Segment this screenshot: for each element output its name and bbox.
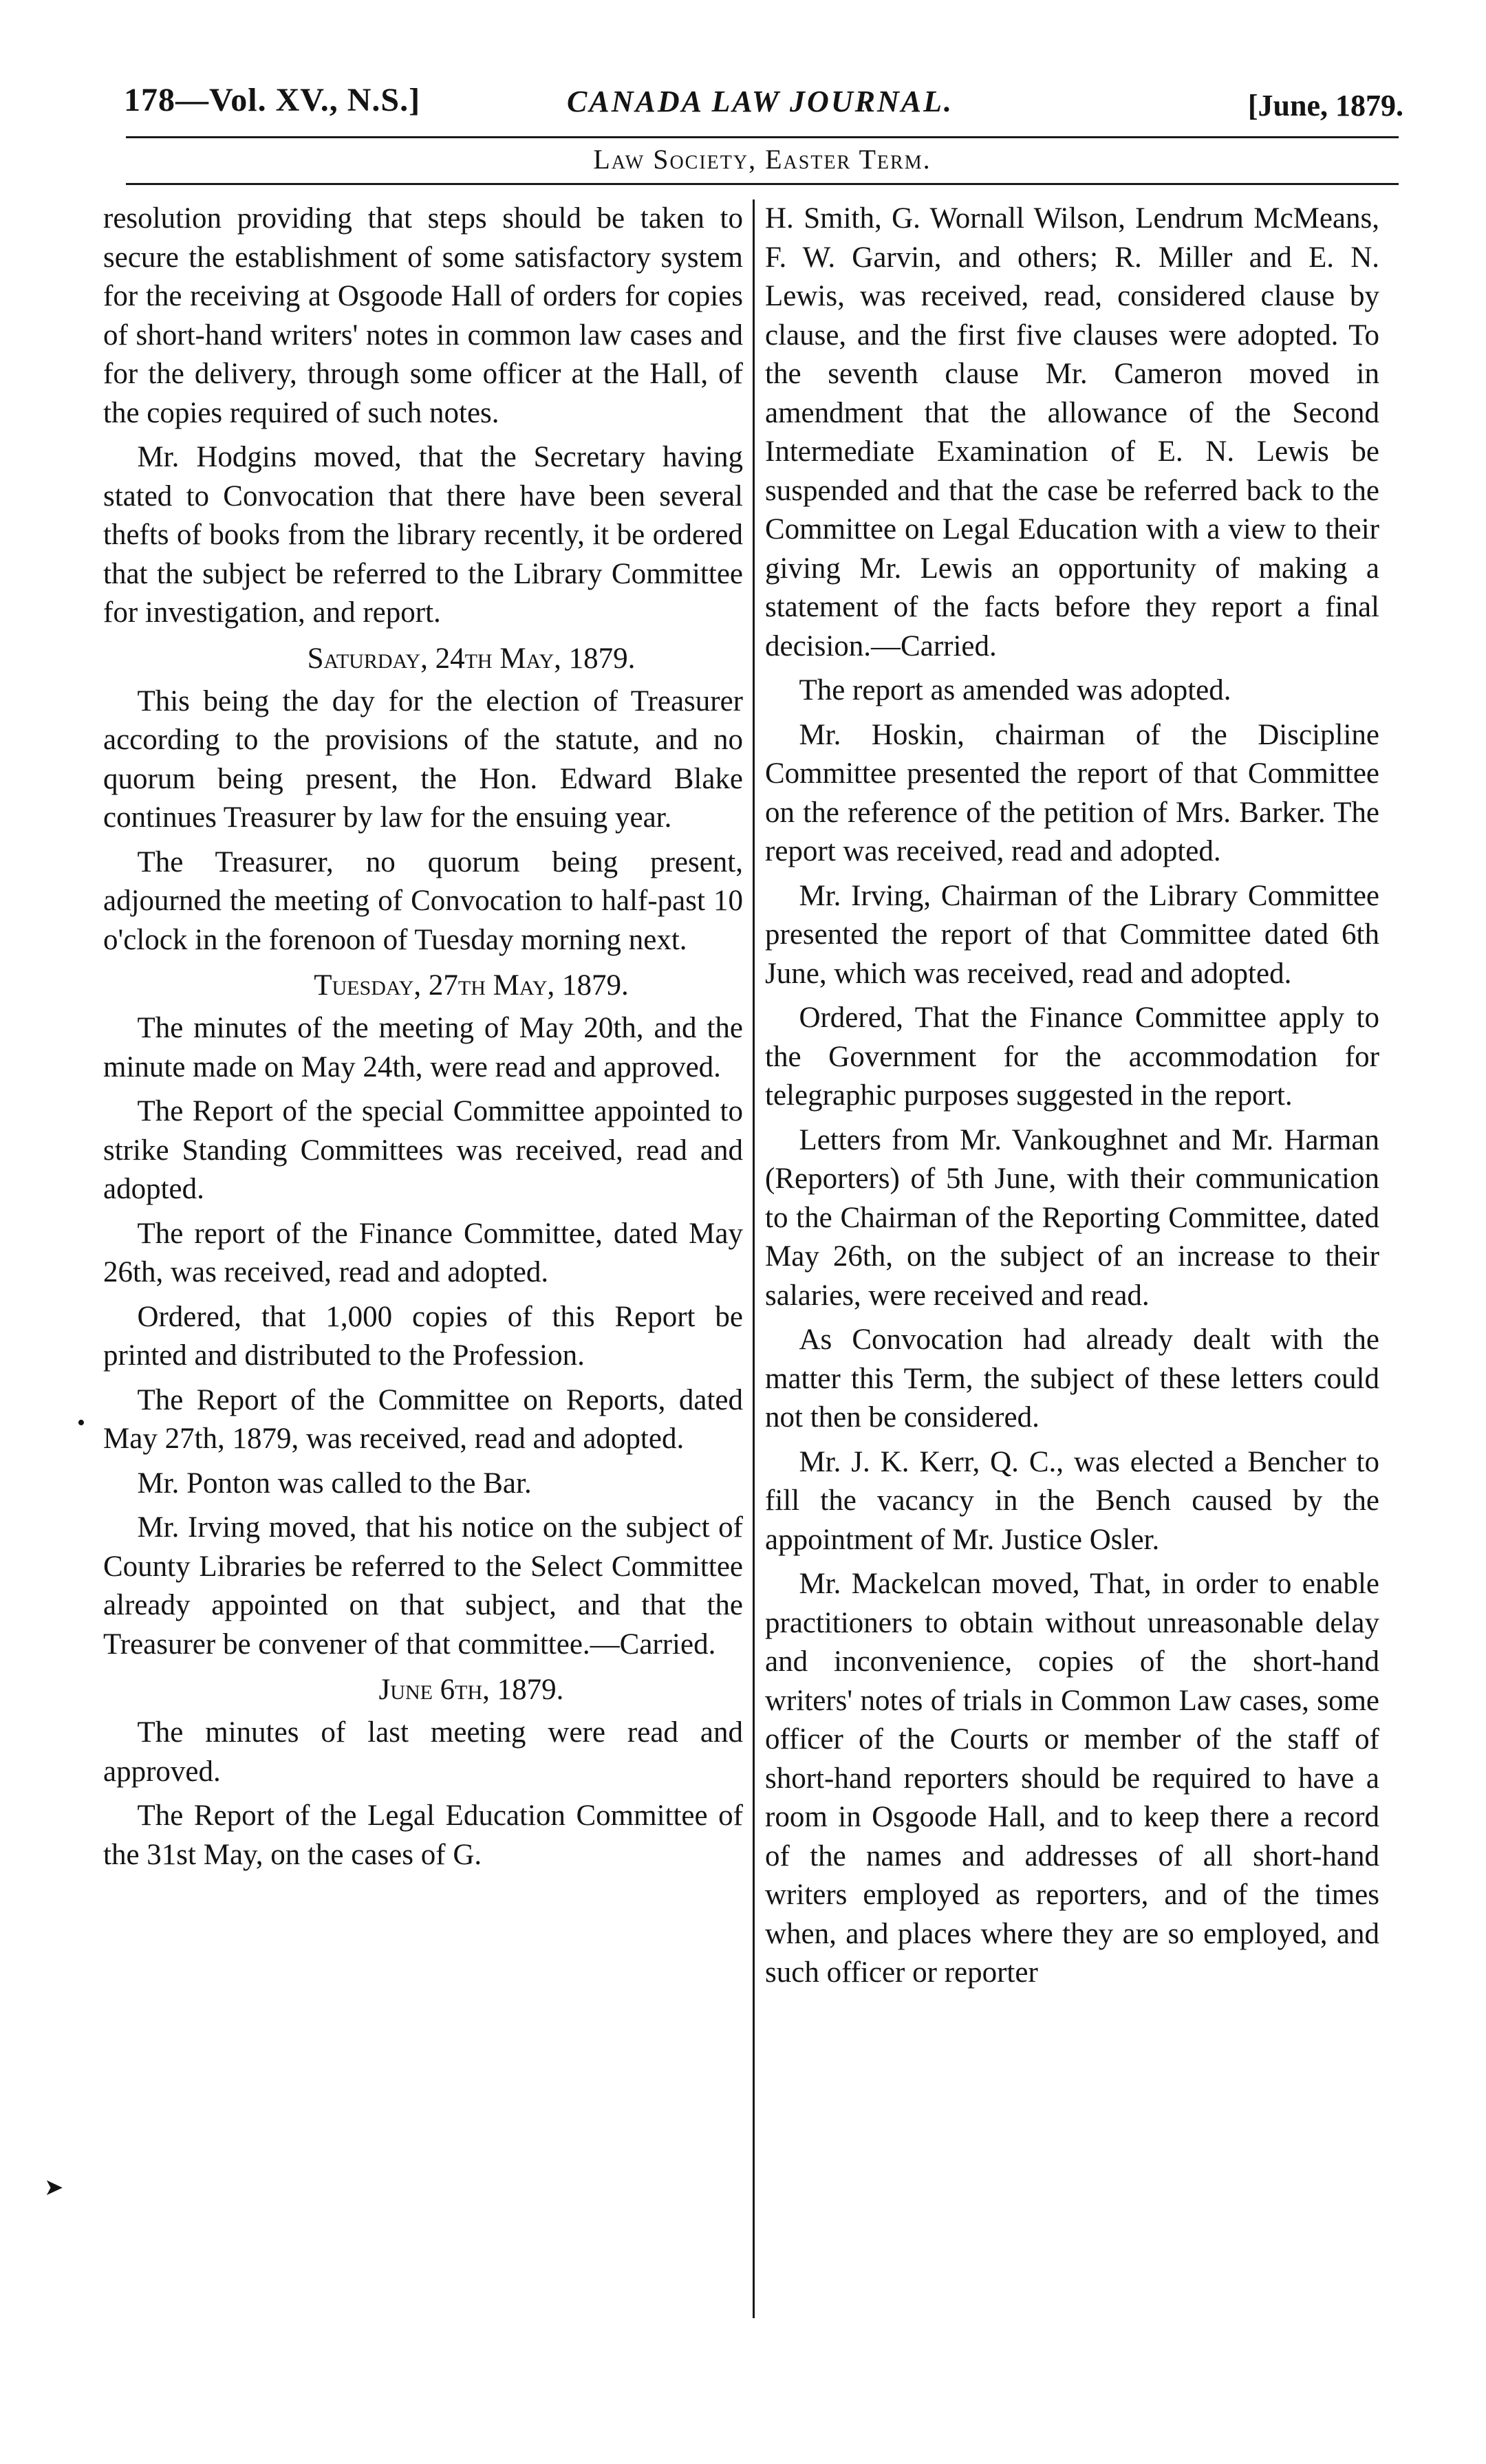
paragraph: The Report of the Legal Education Committee of the 31st May, on the cases of G. (103, 1800, 743, 1871)
running-header (117, 81, 1403, 136)
date-heading: Tuesday, 27th May, 1879. (314, 969, 629, 1002)
section-heading: Law Society, Easter Term. (593, 144, 932, 175)
paragraph: As Convocation had already dealt with the matter this Term, the subject of these letters could not then be considered. (765, 1323, 1379, 1434)
paragraph: The Report of the special Committee appointed to strike Standing Committees was received, read and adopted. (103, 1095, 743, 1205)
header-rule (126, 136, 1399, 138)
paragraph: resolution providing that steps should be taken to secure the establishment of some satisfactory system for the receiving at Osgoode Hall of orders for copies of short-hand writers' notes in common law cases and for the delivery, through some officer at the Hall, of the copies required of such notes. (103, 202, 743, 429)
paragraph: This being the day for the election of Treasurer according to the provisions of the statute, and no quorum being present, the Hon. Edward Blake continues Treasurer by law for the ensuing year. (103, 684, 743, 834)
paragraph: The minutes of the meeting of May 20th, and the minute made on May 24th, were read and approved. (103, 1012, 743, 1083)
paragraph: The Report of the Committee on Reports, dated May 27th, 1879, was received, read and adopted. (103, 1383, 743, 1455)
journal-title: CANADA LAW JOURNAL. (567, 85, 954, 118)
margin-arrow-mark: ➤ (44, 2175, 64, 2201)
paragraph: Mr. Ponton was called to the Bar. (137, 1467, 532, 1500)
column-divider (753, 199, 755, 2318)
paragraph: H. Smith, G. Wornall Wilson, Lendrum McMeans, F. W. Garvin, and others; R. Miller and E. N. Lewis, was received, read, considered clause by clause, and the first five clauses were adopted. To the seventh clause Mr. Cameron moved in amendment that the allowance of the Second Intermediate Examination of E. N. Lewis be suspended and that the case be referred back to the Committee on Legal Education with a view to their giving Mr. Lewis an opportunity of making a statement of the facts before they report a final decision.—Carried. (765, 202, 1379, 662)
paragraph: Letters from Mr. Vankoughnet and Mr. Harman (Reporters) of 5th June, with their communication to the Chairman of the Reporting Committee, dated May 26th, on the subject of an increase to their salaries, were received and read. (765, 1123, 1379, 1312)
page-volume-label: 178—Vol. XV., N.S.] (124, 82, 421, 118)
paragraph: Mr. Irving moved, that his notice on the subject of County Libraries be referred to the Select Committee already appointed on that subject, and that the Treasurer be convener of that committee.—Carried. (103, 1511, 743, 1661)
paragraph: Mr. Hodgins moved, that the Secretary having stated to Convocation that there have been several thefts of books from the library recently, it be ordered that the subject be referred to the Library Committee for investigation, and report. (103, 441, 743, 629)
paragraph: Mr. Mackelcan moved, That, in order to enable practitioners to obtain without unreasonable delay and inconvenience, copies of the short-hand writers' notes of trials in Common Law cases, some officer of the Courts or member of the staff of short-hand reporters should be required to have a room in Osgoode Hall, and to keep there a record of the names and addresses of all short-hand writers employed as reporters, and of the times when, and places where they are so employed, and such officer or reporter (765, 1568, 1379, 1989)
issue-date: [June, 1879. (1247, 89, 1403, 122)
paragraph: Mr. Hoskin, chairman of the Discipline Committee presented the report of that Committee on the reference of the petition of Mrs. Barker. The report was received, read and adopted. (765, 718, 1379, 867)
paragraph: Mr. J. K. Kerr, Q. C., was elected a Bencher to fill the vacancy in the Bench caused by the appointment of Mr. Justice Osler. (765, 1445, 1379, 1556)
right-column (765, 199, 1379, 1998)
date-heading: June 6th, 1879. (378, 1674, 564, 1706)
paragraph: Ordered, that 1,000 copies of this Report be printed and distributed to the Profession. (103, 1300, 743, 1372)
paragraph: The minutes of last meeting were read and approved. (103, 1716, 743, 1788)
paragraph: Mr. Irving, Chairman of the Library Committee presented the report of that Committee dated 6th June, which was received, read and adopted. (765, 879, 1379, 990)
paragraph: The Treasurer, no quorum being present, adjourned the meeting of Convocation to half-past 10 o'clock in the forenoon of Tuesday morning next. (103, 845, 743, 956)
section-rule (126, 183, 1399, 185)
date-heading: Saturday, 24th May, 1879. (307, 642, 636, 675)
paragraph: The report of the Finance Committee, dated May 26th, was received, read and adopted. (103, 1217, 743, 1288)
margin-dot-mark: • (77, 1410, 85, 1436)
paragraph: The report as amended was adopted. (799, 674, 1231, 706)
paragraph: Ordered, That the Finance Committee apply to the Government for the accommodation for telegraphic purposes suggested in the report. (765, 1002, 1379, 1112)
left-column (103, 199, 743, 1880)
